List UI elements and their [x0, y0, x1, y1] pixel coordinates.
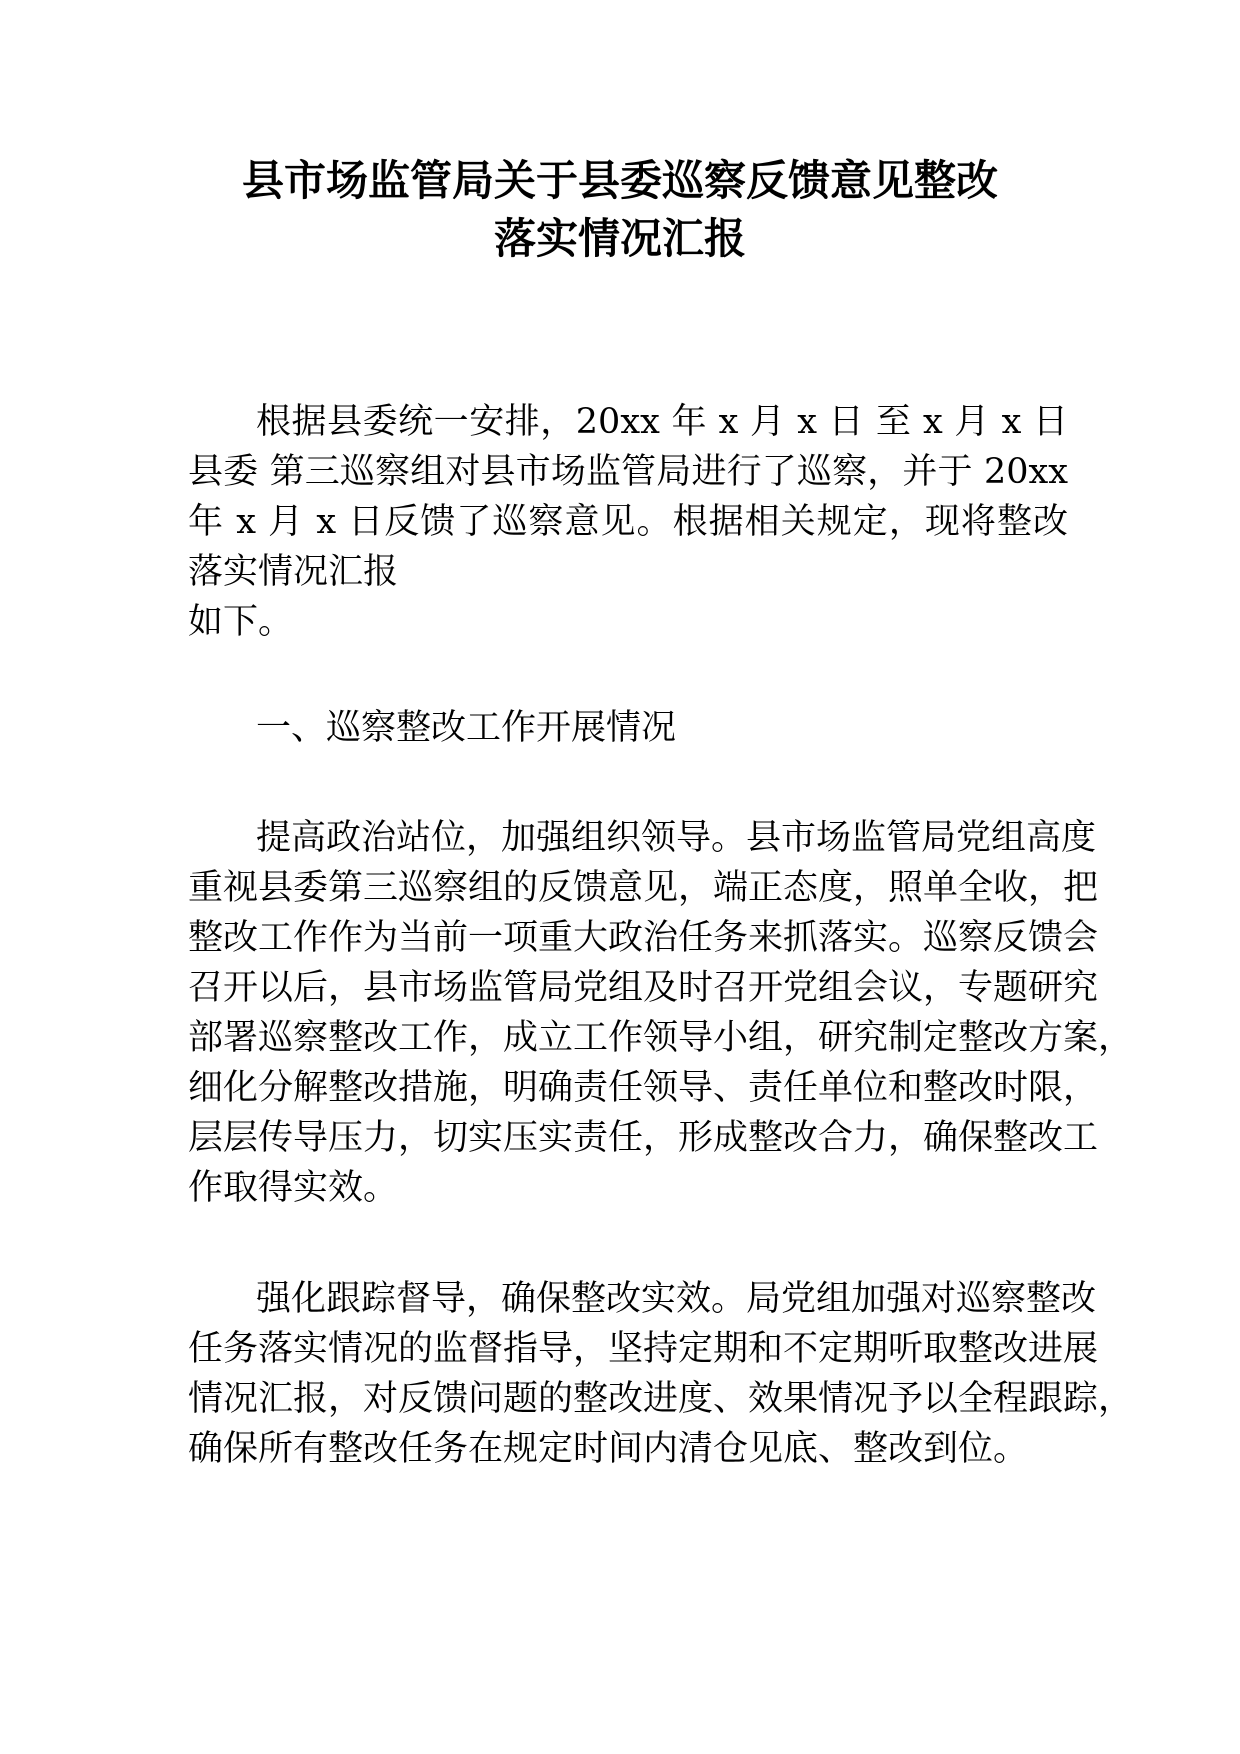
paragraph-line: 细化分解整改措施，明确责任领导、责任单位和整改时限， [188, 1068, 1099, 1108]
paragraph-line: 整改工作作为当前一项重大政治任务来抓落实。巡察反馈会 [188, 918, 1099, 958]
section-heading [188, 703, 1068, 753]
paragraph-supervision [188, 1274, 1134, 1474]
title-line: 县市场监管局关于县委巡察反馈意见整改 [241, 156, 998, 205]
section-heading-text: 一、巡察整改工作开展情况 [256, 708, 677, 748]
paragraph-line: 重视县委第三巡察组的反馈意见，端正态度，照单全收，把 [188, 868, 1099, 908]
paragraph-line: 作取得实效。 [188, 1168, 399, 1208]
paragraph-line: 落实情况汇报 [188, 552, 399, 592]
paragraph-line: 如下。 [188, 602, 294, 642]
paragraph-line: 情况汇报，对反馈问题的整改进度、效果情况予以全程跟踪， [188, 1379, 1134, 1419]
title-line: 落实情况汇报 [493, 214, 746, 263]
paragraph-line: 召开以后，县市场监管局党组及时召开党组会议，专题研究 [188, 968, 1099, 1008]
paragraph-line: 确保所有整改任务在规定时间内清仓见底、整改到位。 [188, 1429, 1029, 1469]
paragraph-line: 根据县委统一安排，20xx 年 x 月 x 日 至 x 月 x 日 [256, 402, 1068, 442]
document-title [0, 152, 1240, 268]
paragraph-intro [188, 397, 1068, 647]
paragraph-line: 强化跟踪督导，确保整改实效。局党组加强对巡察整改 [256, 1279, 1097, 1319]
paragraph-line: 部署巡察整改工作，成立工作领导小组，研究制定整改方案， [188, 1018, 1134, 1058]
paragraph-line: 层层传导压力，切实压实责任，形成整改合力，确保整改工 [188, 1118, 1099, 1158]
paragraph-line: 任务落实情况的监督指导，坚持定期和不定期听取整改进展 [188, 1329, 1099, 1369]
paragraph-leadership [188, 813, 1134, 1213]
paragraph-line: 年 x 月 x 日反馈了巡察意见。根据相关规定，现将整改 [188, 502, 1068, 542]
paragraph-line: 县委 第三巡察组对县市场监管局进行了巡察，并于 20xx [188, 452, 1068, 492]
paragraph-line: 提高政治站位，加强组织领导。县市场监管局党组高度 [256, 818, 1097, 858]
